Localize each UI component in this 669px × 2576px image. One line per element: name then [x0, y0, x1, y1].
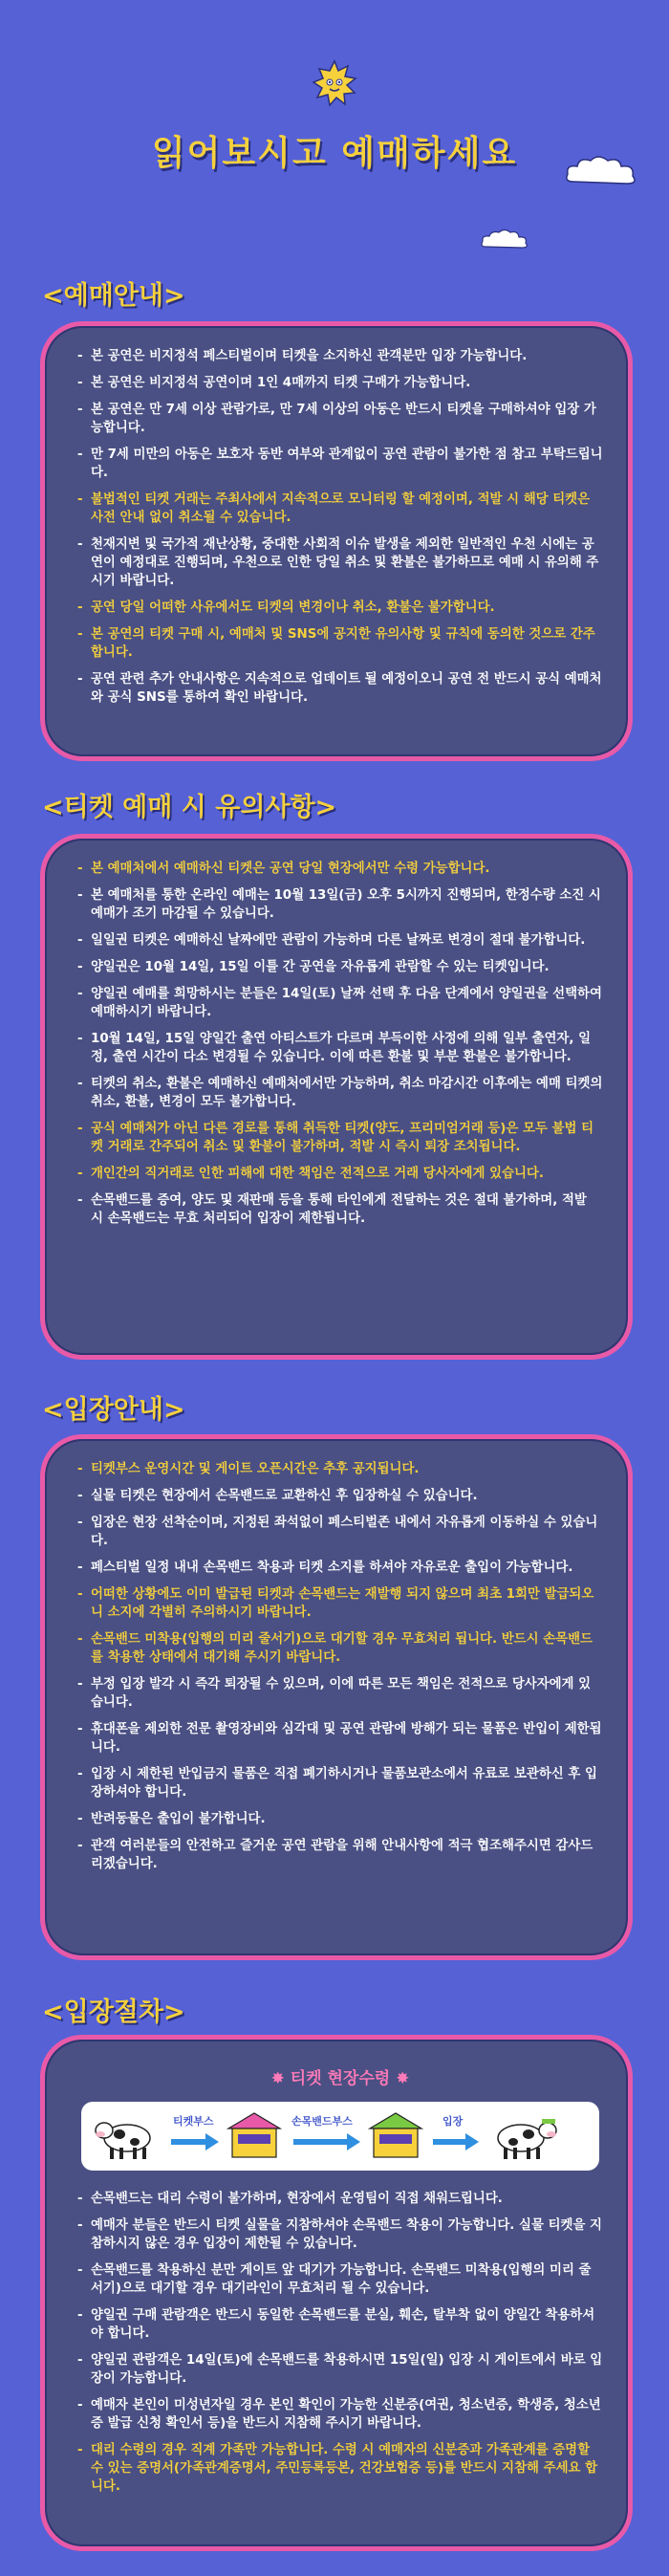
- list-item: - 실물 티켓은 현장에서 손목밴드로 교환하신 후 입장하실 수 있습니다.: [77, 1487, 603, 1505]
- list-item: - 반려동물은 출입이 불가합니다.: [77, 1810, 603, 1828]
- list-item: - 페스티벌 일정 내내 손목밴드 착용과 티켓 소지를 하셔야 자유로운 출입이 가능합니다.: [77, 1559, 603, 1577]
- flow-title: ✸ 티켓 현장수령 ✸: [270, 2069, 410, 2088]
- ticket-notes-panel: [40, 834, 633, 1360]
- list-item: - 만 7세 미만의 아동은 보호자 동반 여부와 관계없이 공연 관람이 불가한 점 참고 부탁드립니다.: [77, 446, 603, 482]
- flow-step-label: 티켓부스: [173, 2115, 214, 2128]
- list-item: - 손목밴드는 대리 수령이 불가하며, 현장에서 운영팀이 직접 채워드립니다.: [77, 2190, 603, 2208]
- list-item: - 본 공연은 비지정석 공연이며 1인 4매까지 티켓 구매가 가능합니다.: [77, 374, 603, 392]
- list-item: - 천재지변 및 국가적 재난상황, 중대한 사회적 이슈 발생을 제외한 일반적인 우천 시에는 공연이 예정대로 진행되며, 우천으로 인한 당일 취소 및 환불은 불가하므로 예매 시 유의해 주시기 바랍니다.: [77, 535, 603, 590]
- list-item: - 티켓부스 운영시간 및 게이트 오픈시간은 추후 공지됩니다.: [77, 1460, 603, 1478]
- list-item: - 손목밴드 미착용(입행의 미리 줄서기)으로 대기할 경우 무효처리 됩니다. 반드시 손목밴드를 착용한 상태에서 대기해 주시기 바랍니다.: [77, 1630, 603, 1667]
- list-item: - 부정 입장 발각 시 즉각 퇴장될 수 있으며, 이에 따른 모든 책임은 전적으로 당사자에게 있습니다.: [77, 1675, 603, 1712]
- sun-icon: [311, 59, 358, 107]
- list-item: - 양일권 관람객은 14일(토)에 손목밴드를 착용하시면 15일(일) 입장 시 게이트에서 바로 입장이 가능합니다.: [77, 2351, 603, 2388]
- booking-info-panel: [40, 321, 633, 761]
- page-header: [0, 0, 669, 268]
- section-title-ticket-notes: <티켓 예매 시 유의사항>: [42, 793, 337, 822]
- arrow-right-icon: [431, 2132, 481, 2151]
- entry-flow-diagram: [81, 2102, 599, 2171]
- entry-procedure-panel: [40, 2035, 633, 2551]
- list-item: - 손목밴드를 증여, 양도 및 재판매 등을 통해 타인에게 전달하는 것은 절대 불가하며, 적발 시 손목밴드는 무효 처리되어 입장이 제한됩니다.: [77, 1191, 603, 1228]
- page-title: 읽어보시고 예매하세요: [151, 134, 518, 173]
- list-item: - 본 공연은 비지정석 페스티벌이며 티켓을 소지하신 관객분만 입장 가능합니다.: [77, 347, 603, 365]
- list-item: - 본 예매처를 통한 온라인 예매는 10월 13일(금) 오후 5시까지 진행되며, 한정수량 소진 시 예매가 조기 마감될 수 있습니다.: [77, 886, 603, 923]
- list-item: - 본 공연의 티켓 구매 시, 예매처 및 SNS에 공지한 유의사항 및 규칙에 동의한 것으로 간주합니다.: [77, 625, 603, 662]
- cow-icon: [93, 2109, 160, 2163]
- list-item: - 공연 당일 어떠한 사유에서도 티켓의 변경이나 취소, 환불은 불가합니다.: [77, 599, 603, 617]
- cloud-icon: [564, 153, 638, 187]
- list-item: - 10월 14일, 15일 양일간 출연 아티스트가 다르며 부득이한 사정에 의해 일부 출연자, 일정, 출연 시간이 다소 변경될 수 있습니다. 이에 따른 환불 및 부분 환불은 불가합니다.: [77, 1030, 603, 1066]
- booth-icon: [366, 2109, 425, 2163]
- list-item: - 손목밴드를 착용하신 분만 게이트 앞 대기가 가능합니다. 손목밴드 미착용(입행의 미리 줄서기)으로 대기할 경우 대기라인이 무효처리 될 수 있습니다.: [77, 2261, 603, 2298]
- list-item: - 대리 수령의 경우 직계 가족만 가능합니다. 수령 시 예매자의 신분증과 가족관계를 증명할 수 있는 증명서(가족관계증명서, 주민등록등본, 건강보험증 등)를 반드시 지참해 주세요 합니다.: [77, 2441, 603, 2496]
- booth-icon: [225, 2109, 284, 2163]
- list-item: - 공식 예매처가 아닌 다른 경로를 통해 취득한 티켓(양도, 프리미엄거래 등)은 모두 불법 티켓 거래로 간주되어 취소 및 환불이 불가하며, 적발 시 즉시 퇴장 조치됩니다.: [77, 1120, 603, 1156]
- list-item: - 본 예매처에서 예매하신 티켓은 공연 당일 현장에서만 수령 가능합니다.: [77, 860, 603, 878]
- section-title-entry-procedure: <입장절차>: [42, 1997, 185, 2027]
- list-item: - 입장 시 제한된 반입금지 물품은 직접 폐기하시거나 물품보관소에서 유료로 보관하신 후 입장하셔야 합니다.: [77, 1765, 603, 1801]
- flow-step-label: 손목밴드부스: [291, 2115, 353, 2128]
- list-item: - 예매자 분들은 반드시 티켓 실물을 지참하셔야 손목밴드 착용이 가능합니다. 실물 티켓을 지참하시지 않은 경우 입장이 제한될 수 있습니다.: [77, 2216, 603, 2253]
- list-item: - 예매자 본인이 미성년자일 경우 본인 확인이 가능한 신분증(여권, 청소년증, 학생증, 청소년증 발급 신청 확인서 등)을 반드시 지참해 주시기 바랍니다.: [77, 2396, 603, 2433]
- section-title-entry-info: <입장안내>: [42, 1395, 185, 1425]
- entry-info-panel: [40, 1434, 633, 1960]
- list-item: - 본 공연은 만 7세 이상 관람가로, 만 7세 이상의 아동은 반드시 티켓을 구매하셔야 입장 가능합니다.: [77, 401, 603, 437]
- flow-step-label: 입장: [442, 2115, 464, 2128]
- list-item: - 휴대폰을 제외한 전문 촬영장비와 심각대 및 공연 관람에 방해가 되는 물품은 반입이 제한됩니다.: [77, 1720, 603, 1757]
- list-item: - 입장은 현장 선착순이며, 지정된 좌석없이 페스티벌존 내에서 자유롭게 이동하실 수 있습니다.: [77, 1514, 603, 1550]
- list-item: - 개인간의 직거래로 인한 피해에 대한 책임은 전적으로 거래 당사자에게 있습니다.: [77, 1165, 603, 1183]
- list-item: - 관객 여러분들의 안전하고 즐거운 공연 관람을 위해 안내사항에 적극 협조해주시면 감사드리겠습니다.: [77, 1837, 603, 1873]
- section-title-booking: <예매안내>: [42, 281, 185, 311]
- list-item: - 어떠한 상황에도 이미 발급된 티켓과 손목밴드는 재발행 되지 않으며 최초 1회만 발급되오니 소지에 각별히 주의하시기 바랍니다.: [77, 1585, 603, 1622]
- cloud-icon: [480, 228, 529, 251]
- list-item: - 공연 관련 추가 안내사항은 지속적으로 업데이트 될 예정이오니 공연 전 반드시 공식 예매처와 공식 SNS를 통하여 확인 바랍니다.: [77, 670, 603, 707]
- arrow-right-icon: [291, 2132, 362, 2151]
- arrow-right-icon: [169, 2132, 221, 2151]
- list-item: - 일일권 티켓은 예매하신 날짜에만 관람이 가능하며 다른 날짜로 변경이 절대 불가합니다.: [77, 931, 603, 950]
- list-item: - 불법적인 티켓 거래는 주최사에서 지속적으로 모니터링 할 예정이며, 적발 시 해당 티켓은 사전 안내 없이 취소될 수 있습니다.: [77, 491, 603, 527]
- list-item: - 양일권은 10월 14일, 15일 이틀 간 공연을 자유롭게 관람할 수 있는 티켓입니다.: [77, 958, 603, 976]
- list-item: - 양일권 예매를 희망하시는 분들은 14일(토) 날짜 선택 후 다음 단계에서 양일권을 선택하여 예매하시기 바랍니다.: [77, 985, 603, 1021]
- cow-icon: [488, 2109, 561, 2163]
- list-item: - 양일권 구매 관람객은 반드시 동일한 손목밴드를 분실, 훼손, 탈부착 없이 양일간 착용하셔야 합니다.: [77, 2306, 603, 2343]
- list-item: - 티켓의 취소, 환불은 예매하신 예매처에서만 가능하며, 취소 마감시간 이후에는 예매 티켓의 취소, 환불, 변경이 모두 불가합니다.: [77, 1075, 603, 1111]
